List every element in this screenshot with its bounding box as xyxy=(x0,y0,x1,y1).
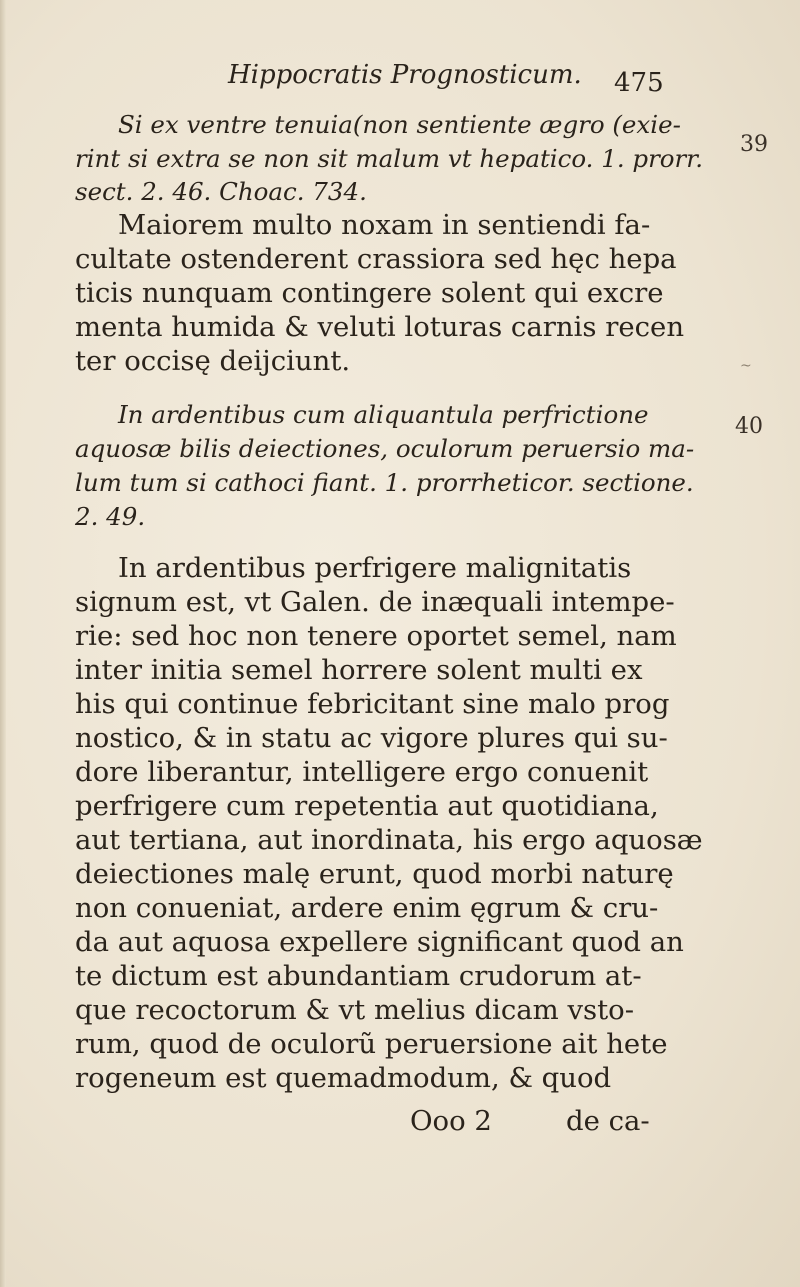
text-line: da aut aquosa expellere significant quod an xyxy=(75,926,684,958)
text-line: inter initia semel horrere solent multi ex xyxy=(75,654,643,686)
catchword: de ca- xyxy=(566,1105,650,1137)
text-line: menta humida & veluti loturas carnis recen xyxy=(75,311,685,343)
page-edge xyxy=(0,0,6,1287)
text-line: non conueniat, ardere enim ęgrum & cru- xyxy=(75,892,659,924)
text-line: te dictum est abundantiam crudorum at- xyxy=(75,960,642,992)
text-line: In ardentibus cum aliquantula perfrictione xyxy=(118,400,649,429)
page-number: 475 xyxy=(614,68,664,98)
text-line: que recoctorum & vt melius dicam vsto- xyxy=(75,994,635,1026)
text-line: dore liberantur, intelligere ergo conuenit xyxy=(75,756,649,788)
text-line: signum est, vt Galen. de inæquali intempe- xyxy=(75,586,675,618)
text-line: his qui continue febricitant sine malo prog xyxy=(75,688,670,720)
running-title: Hippocratis Prognosticum. xyxy=(228,60,582,90)
text-line: cultate ostenderent crassiora sed hęc hepa xyxy=(75,243,677,275)
text-line: lum tum si cathoci fiant. 1. prorrheticor. sectione. xyxy=(75,468,694,497)
text-line: rum, quod de oculorũ peruersione ait hete xyxy=(75,1028,668,1060)
text-line: 2. 49. xyxy=(75,502,146,531)
text-line: rie: sed hoc non tenere oportet semel, nam xyxy=(75,620,677,652)
text-line: sect. 2. 46. Choac. 734. xyxy=(75,177,367,206)
text-line: rogeneum est quemadmodum, & quod xyxy=(75,1062,612,1094)
text-line: nostico, & in statu ac vigore plures qui su- xyxy=(75,722,668,754)
text-line: rint si extra se non sit malum vt hepatico. 1. prorr. xyxy=(75,144,704,173)
text-line: aut tertiana, aut inordinata, his ergo aquosæ xyxy=(75,824,703,856)
signature-mark: Ooo 2 xyxy=(410,1105,492,1137)
text-line: aquosæ bilis deiectiones, oculorum peruersio ma- xyxy=(75,434,695,463)
text-line: ter occisę deijciunt. xyxy=(75,345,351,377)
text-line: Si ex ventre tenuia(non sentiente ægro (exie- xyxy=(118,110,681,139)
margin-note-40: 40 xyxy=(735,414,763,439)
margin-mark: ~ xyxy=(740,358,752,374)
text-line: ticis nunquam contingere solent qui excre xyxy=(75,277,664,309)
text-line: deiectiones malę erunt, quod morbi naturę xyxy=(75,858,674,890)
text-line: In ardentibus perfrigere malignitatis xyxy=(118,552,632,584)
text-line: perfrigere cum repetentia aut quotidiana, xyxy=(75,790,659,822)
text-line: Maiorem multo noxam in sentiendi fa- xyxy=(118,209,651,241)
margin-note-39: 39 xyxy=(740,132,768,157)
